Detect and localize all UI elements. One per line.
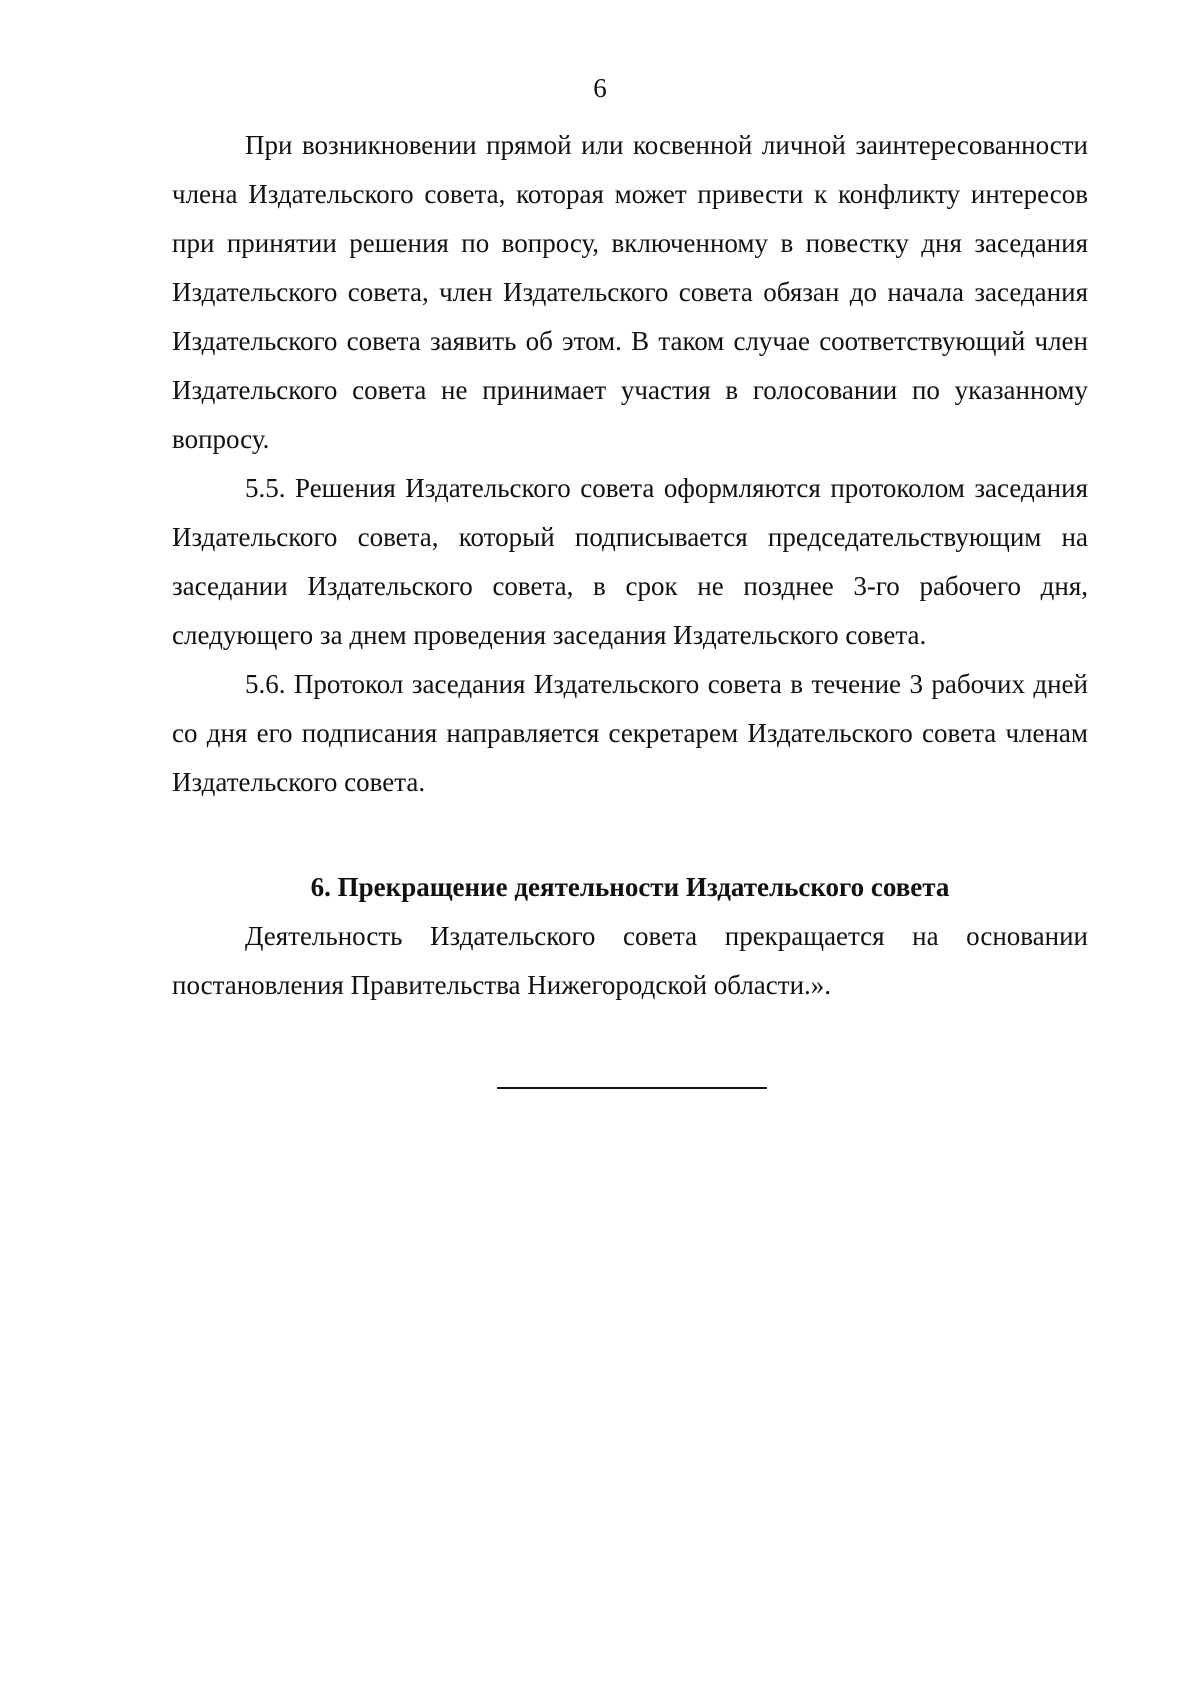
document-body — [172, 121, 1088, 1010]
section-6-heading: 6. Прекращение деятельности Издательского совета — [310, 872, 950, 902]
paragraph-5-5: 5.5. Решения Издательского совета оформляются протоколом заседания Издательского совета, который подписывается председательствующим на заседании Издательского совета, в срок не позднее 3-го рабочего дня, следующего за днем проведения заседания Издательского совета. — [172, 473, 1088, 650]
paragraph-conflict-of-interest: При возникновении прямой или косвенной личной заинтересованности члена Издательского совета, которая может привести к конфликту интересов при принятии решения по вопросу, включенному в повестку дня заседания Издательского совета, член Издательского совета обязан до начала заседания Издательского совета заявить об этом. В таком случае соответствующий член Издательского совета не принимает участия в голосовании по указанному вопросу. — [172, 130, 1088, 454]
page-number: 6 — [593, 73, 607, 103]
paragraph-5-6: 5.6. Протокол заседания Издательского совета в течение 3 рабочих дней со дня его подписания направляется секретарем Издательского совета членам Издательского совета. — [172, 669, 1088, 797]
end-divider-line — [497, 1087, 767, 1089]
section-6-paragraph: Деятельность Издательского совета прекращается на основании постановления Правительства Нижегородской области.». — [172, 921, 1088, 1000]
